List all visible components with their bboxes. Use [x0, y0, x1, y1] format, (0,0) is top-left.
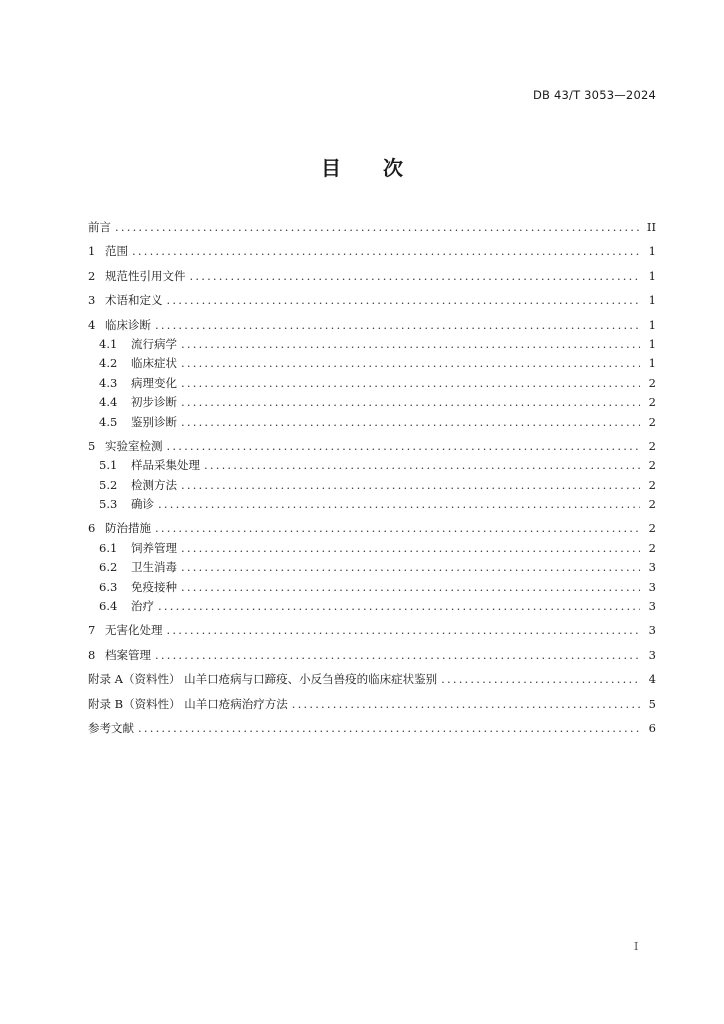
- toc-entry-number: 2: [88, 268, 96, 283]
- toc-entry[interactable]: [88, 413, 656, 432]
- toc-entry-page: 6: [648, 720, 656, 735]
- toc-entry-number: 8: [88, 647, 96, 662]
- toc-entry-number: 5.1: [99, 458, 118, 473]
- toc-entry-label: 初步诊断: [131, 395, 177, 410]
- toc-entry-label: 临床症状: [131, 356, 177, 371]
- toc-entry-number: 6.1: [99, 540, 118, 555]
- toc-dot-leader: [292, 695, 640, 714]
- toc-entry-page: 1: [648, 356, 656, 371]
- toc-entry[interactable]: [88, 456, 656, 475]
- toc-entry-label: 附录 B（资料性） 山羊口疮病治疗方法: [88, 696, 288, 711]
- toc-entry[interactable]: [88, 218, 656, 237]
- toc-entry[interactable]: [88, 476, 656, 495]
- toc-entry[interactable]: [88, 495, 656, 514]
- toc-entry-label: 附录 A（资料性） 山羊口疮病与口蹄疫、小反刍兽疫的临床症状鉴别: [88, 672, 438, 687]
- toc-entry-page: 2: [648, 540, 656, 555]
- toc-dot-leader: [155, 646, 640, 665]
- table-of-contents: [88, 218, 656, 738]
- toc-entry-page: 1: [648, 244, 656, 259]
- toc-entry-page: 3: [648, 579, 656, 594]
- toc-dot-leader: [181, 354, 640, 373]
- toc-dot-leader: [158, 597, 640, 616]
- toc-title-char-1: 目: [321, 156, 341, 180]
- toc-entry-label: 治疗: [131, 599, 154, 614]
- toc-entry[interactable]: [88, 539, 656, 558]
- toc-entry-number: 6.3: [99, 579, 118, 594]
- toc-entry-label: 免疫接种: [131, 579, 177, 594]
- toc-entry-page: 1: [648, 317, 656, 332]
- toc-entry-page: 3: [648, 599, 656, 614]
- toc-dot-leader: [190, 267, 641, 286]
- toc-entry-number: 4.2: [99, 356, 118, 371]
- toc-entry-number: 6.4: [99, 599, 118, 614]
- toc-entry-label: 规范性引用文件: [105, 268, 186, 283]
- toc-entry-label: 卫生消毒: [131, 560, 177, 575]
- toc-entry[interactable]: [88, 646, 656, 665]
- toc-dot-leader: [181, 558, 640, 577]
- toc-dot-leader: [181, 413, 640, 432]
- toc-entry[interactable]: [88, 719, 656, 738]
- toc-entry[interactable]: [88, 291, 656, 310]
- toc-entry-page: 1: [648, 268, 656, 283]
- toc-entry-page: 2: [648, 477, 656, 492]
- toc-entry[interactable]: [88, 354, 656, 373]
- toc-entry-label: 前言: [88, 220, 111, 234]
- toc-entry-page: 2: [648, 497, 656, 512]
- document-code: DB 43/T 3053—2024: [532, 88, 656, 102]
- toc-dot-leader: [167, 621, 641, 640]
- toc-dot-leader: [181, 335, 640, 354]
- toc-dot-leader: [167, 291, 641, 310]
- toc-entry[interactable]: [88, 597, 656, 616]
- toc-title: [0, 152, 724, 181]
- toc-entry-page: 2: [648, 438, 656, 453]
- toc-dot-leader: [181, 393, 640, 412]
- toc-entry[interactable]: [88, 695, 656, 714]
- toc-entry[interactable]: [88, 393, 656, 412]
- toc-entry-label: 防治措施: [105, 521, 151, 536]
- toc-entry-label: 档案管理: [105, 647, 151, 662]
- toc-dot-leader: [132, 242, 640, 261]
- toc-dot-leader: [138, 719, 640, 738]
- toc-entry-label: 鉴别诊断: [131, 414, 177, 429]
- toc-dot-leader: [181, 578, 640, 597]
- toc-entry-page: 1: [648, 293, 656, 308]
- toc-entry-page: 2: [648, 375, 656, 390]
- toc-entry-page: 3: [648, 647, 656, 662]
- toc-dot-leader: [181, 374, 640, 393]
- toc-entry-number: 1: [88, 244, 96, 259]
- toc-entry[interactable]: [88, 578, 656, 597]
- toc-entry-number: 4.4: [99, 395, 118, 410]
- toc-entry[interactable]: [88, 335, 656, 354]
- toc-entry-label: 实验室检测: [105, 438, 163, 453]
- toc-dot-leader: [158, 495, 640, 514]
- toc-entry-number: 6: [88, 521, 96, 536]
- toc-entry[interactable]: [88, 558, 656, 577]
- toc-entry-number: 3: [88, 293, 96, 308]
- toc-entry-page: 2: [648, 521, 656, 536]
- toc-dot-leader: [181, 539, 640, 558]
- toc-entry-number: 4.5: [99, 414, 118, 429]
- toc-entry-page: 2: [648, 458, 656, 473]
- toc-entry-page: 1: [648, 336, 656, 351]
- toc-entry[interactable]: [88, 316, 656, 335]
- toc-entry-page: 3: [648, 560, 656, 575]
- toc-entry-number: 4: [88, 317, 96, 332]
- toc-entry-label: 临床诊断: [105, 317, 151, 332]
- toc-entry[interactable]: [88, 242, 656, 261]
- toc-entry-label: 术语和定义: [105, 293, 163, 308]
- toc-dot-leader: [155, 519, 640, 538]
- toc-entry-number: 5.2: [99, 477, 118, 492]
- toc-entry-page: II: [646, 220, 656, 234]
- page-number: I: [634, 940, 639, 953]
- toc-entry-number: 4.1: [99, 336, 118, 351]
- toc-dot-leader: [181, 476, 640, 495]
- toc-entry[interactable]: [88, 374, 656, 393]
- toc-entry-number: 5: [88, 438, 96, 453]
- toc-entry-label: 饲养管理: [131, 540, 177, 555]
- toc-entry-label: 流行病学: [131, 336, 177, 351]
- toc-entry[interactable]: [88, 267, 656, 286]
- toc-entry[interactable]: [88, 437, 656, 456]
- toc-entry-label: 确诊: [131, 497, 154, 512]
- toc-entry[interactable]: [88, 621, 656, 640]
- toc-entry[interactable]: [88, 670, 656, 689]
- toc-dot-leader: [155, 316, 640, 335]
- toc-entry-label: 参考文献: [88, 720, 134, 735]
- toc-dot-leader: [115, 218, 640, 237]
- toc-entry-page: 5: [648, 696, 656, 711]
- toc-dot-leader: [441, 670, 640, 689]
- toc-entry-page: 3: [648, 623, 656, 638]
- toc-entry-label: 病理变化: [131, 375, 177, 390]
- toc-entry-page: 2: [648, 414, 656, 429]
- toc-entry-number: 4.3: [99, 375, 118, 390]
- toc-entry-page: 4: [648, 672, 656, 687]
- toc-entry-number: 7: [88, 623, 96, 638]
- toc-entry-label: 无害化处理: [105, 623, 163, 638]
- toc-entry-number: 5.3: [99, 497, 118, 512]
- toc-entry-label: 范围: [105, 244, 128, 259]
- toc-title-char-2: 次: [383, 156, 403, 180]
- toc-dot-leader: [204, 456, 640, 475]
- toc-entry-number: 6.2: [99, 560, 118, 575]
- toc-dot-leader: [167, 437, 641, 456]
- toc-entry-page: 2: [648, 395, 656, 410]
- toc-entry-label: 样品采集处理: [131, 458, 200, 473]
- toc-entry[interactable]: [88, 519, 656, 538]
- toc-entry-label: 检测方法: [131, 477, 177, 492]
